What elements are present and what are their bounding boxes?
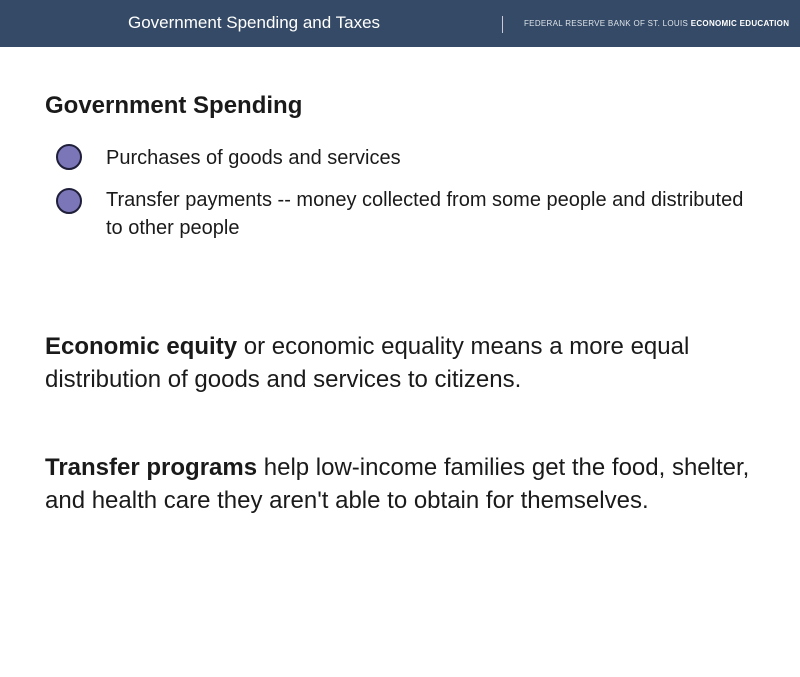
header-bar	[0, 0, 800, 47]
slide-heading: Government Spending	[45, 92, 303, 119]
header-title: Government Spending and Taxes	[128, 13, 381, 32]
bullet-purchases: Purchases of goods and services	[106, 147, 401, 169]
circle-bullet-icon	[56, 144, 82, 170]
definition-transfer-programs: help low-income families get the food, shelter, and health care they aren't able to obtain for themselves.	[45, 454, 750, 514]
brand-suffix: ECONOMIC EDUCATION	[690, 19, 790, 28]
definition-economic-equity: or economic equality means a more equal distribution of goods and services to citizens.	[45, 333, 690, 393]
term-transfer-programs: Transfer programs	[45, 454, 258, 481]
term-economic-equity: Economic equity	[45, 333, 238, 360]
brand-logo	[524, 19, 789, 28]
circle-bullet-icon	[56, 188, 82, 214]
paragraph-transfer-programs	[45, 451, 765, 517]
bullet-transfer-payments: Transfer payments -- money collected from some people and distributed to other people	[106, 189, 744, 239]
header-divider	[502, 16, 503, 33]
brand-prefix: FEDERAL RESERVE BANK OF ST. LOUIS	[524, 19, 689, 28]
paragraph-economic-equity	[45, 330, 765, 396]
